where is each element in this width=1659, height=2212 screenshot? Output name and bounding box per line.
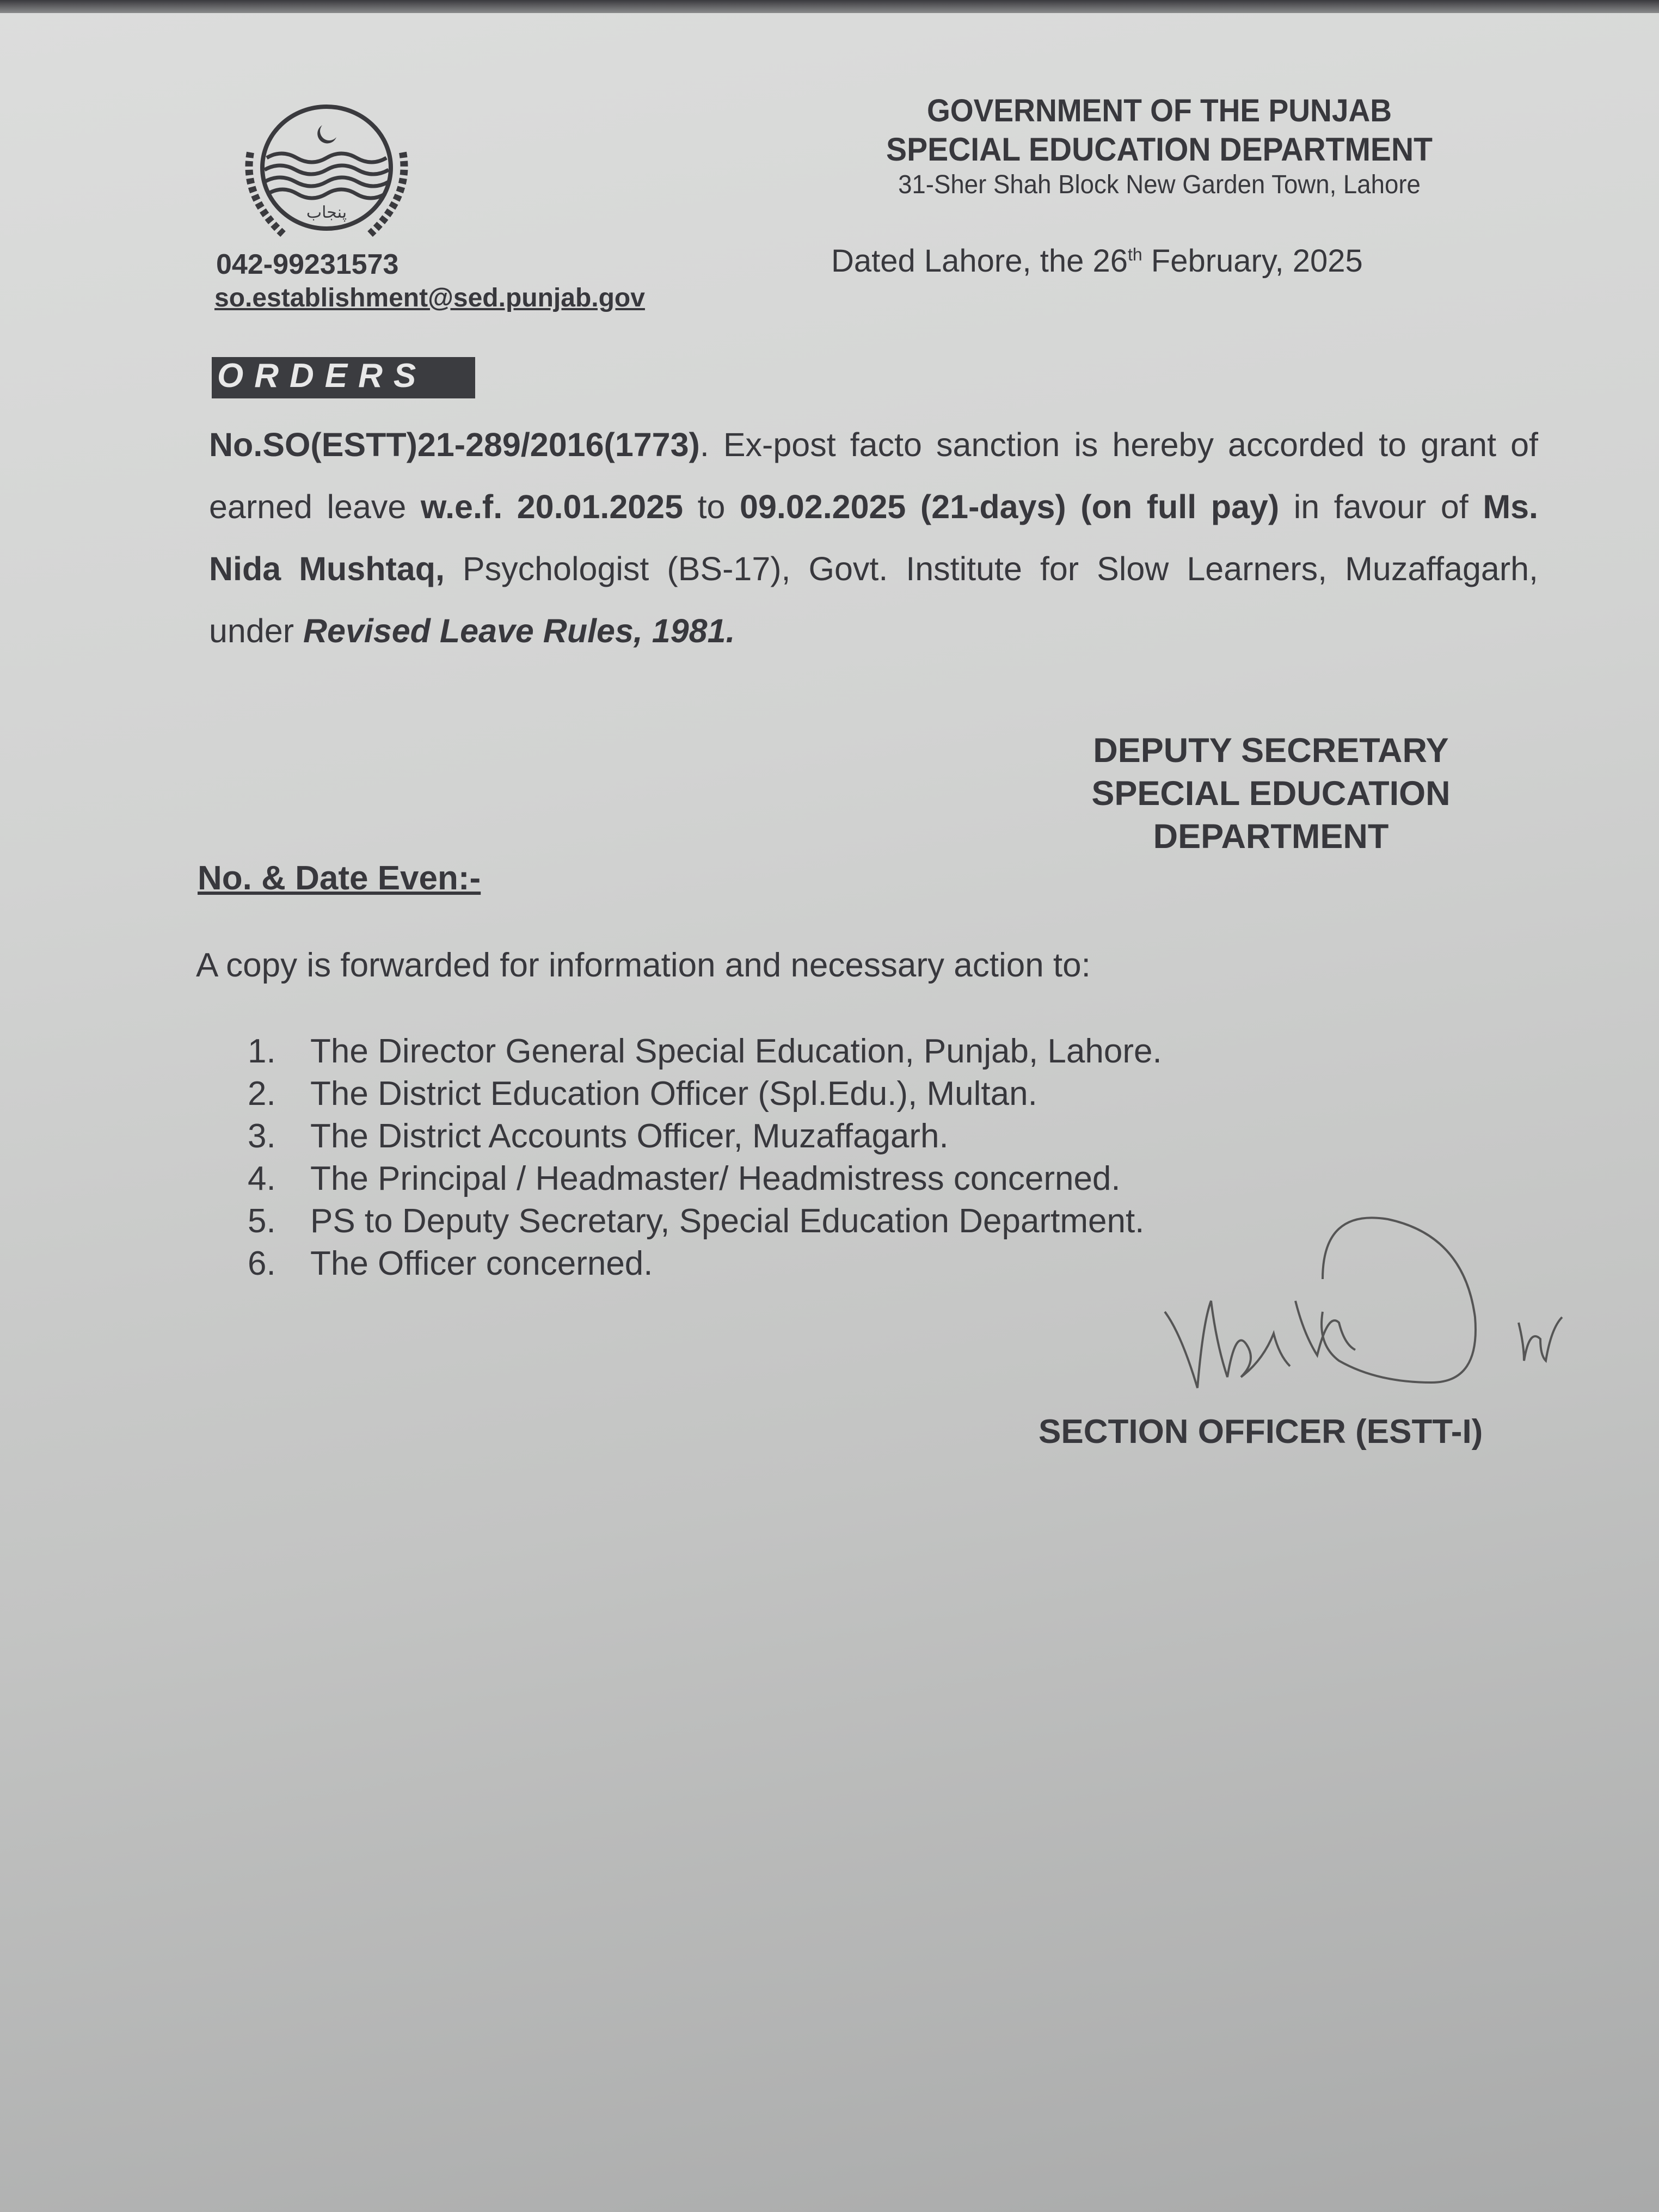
item-text: The Principal / Headmaster/ Headmistress concerned.	[310, 1160, 1121, 1197]
item-text: PS to Deputy Secretary, Special Education Department.	[310, 1202, 1145, 1240]
deputy-secretary-block	[1034, 729, 1508, 858]
employee-name: Ms. Nida Mushtaq,	[209, 488, 1538, 587]
leave-end: 09.02.2025 (21-days) (on full pay)	[740, 488, 1280, 525]
item-text: The District Accounts Officer, Muzaffagarh.	[310, 1117, 949, 1155]
list-item	[248, 1115, 1162, 1158]
order-text: Psychologist (BS-17), Govt. Institute for Slow Learners, Muzaffagarh, under	[209, 550, 1539, 649]
leave-rules: Revised Leave Rules, 1981.	[303, 612, 735, 649]
item-text: The Director General Special Education, Punjab, Lahore.	[310, 1033, 1162, 1070]
date-prefix: Dated Lahore, the 26	[831, 243, 1128, 279]
item-text: The Officer concerned.	[310, 1245, 653, 1282]
item-number: 6.	[248, 1245, 276, 1282]
order-paragraph	[209, 414, 1538, 662]
list-item	[248, 1030, 1162, 1073]
signatory-line: DEPUTY SECRETARY	[1093, 732, 1449, 770]
orders-heading: ORDERS	[212, 357, 475, 398]
section-officer: SECTION OFFICER (ESTT-I)	[1039, 1413, 1483, 1451]
forward-text: A copy is forwarded for information and necessary action to:	[196, 947, 1091, 984]
list-item	[248, 1158, 1162, 1200]
item-number: 5.	[248, 1202, 276, 1240]
email-link[interactable]: so.establishment@sed.punjab.gov	[214, 284, 645, 312]
item-text: The District Education Officer (Spl.Edu.), Multan.	[310, 1075, 1037, 1113]
leave-start: w.e.f. 20.01.2025	[420, 488, 684, 525]
photo-edge	[0, 0, 1659, 13]
punjab-emblem-logo	[229, 103, 425, 239]
item-number: 2.	[248, 1075, 276, 1113]
list-item	[248, 1200, 1162, 1243]
header-address: 31-Sher Shah Block New Garden Town, Lahore	[898, 170, 1421, 199]
item-number: 4.	[248, 1160, 276, 1197]
date-suffix: February, 2025	[1142, 243, 1363, 279]
order-text: . Ex-post facto sanction is hereby accorded to grant of earned leave	[209, 426, 1538, 525]
handwritten-signature	[1159, 1214, 1595, 1464]
phone-number: 042-99231573	[216, 249, 399, 280]
list-item	[248, 1073, 1162, 1115]
order-text: to	[683, 488, 740, 525]
no-date-even: No. & Date Even:-	[198, 859, 481, 897]
order-number: No.SO(ESTT)21-289/2016(1773)	[209, 426, 700, 463]
recipient-list	[248, 1030, 1162, 1285]
item-number: 1.	[248, 1033, 276, 1070]
item-number: 3.	[248, 1117, 276, 1155]
emblem-text: پنجاب	[306, 204, 347, 222]
dated-line	[831, 243, 1363, 279]
header-department: SPECIAL EDUCATION DEPARTMENT	[886, 131, 1433, 168]
list-item	[248, 1243, 1162, 1285]
signatory-line: SPECIAL EDUCATION	[1091, 775, 1451, 813]
header-government: GOVERNMENT OF THE PUNJAB	[926, 93, 1392, 128]
order-text: in favour of	[1279, 488, 1483, 525]
date-sup: th	[1127, 244, 1142, 265]
signatory-line: DEPARTMENT	[1153, 818, 1389, 856]
